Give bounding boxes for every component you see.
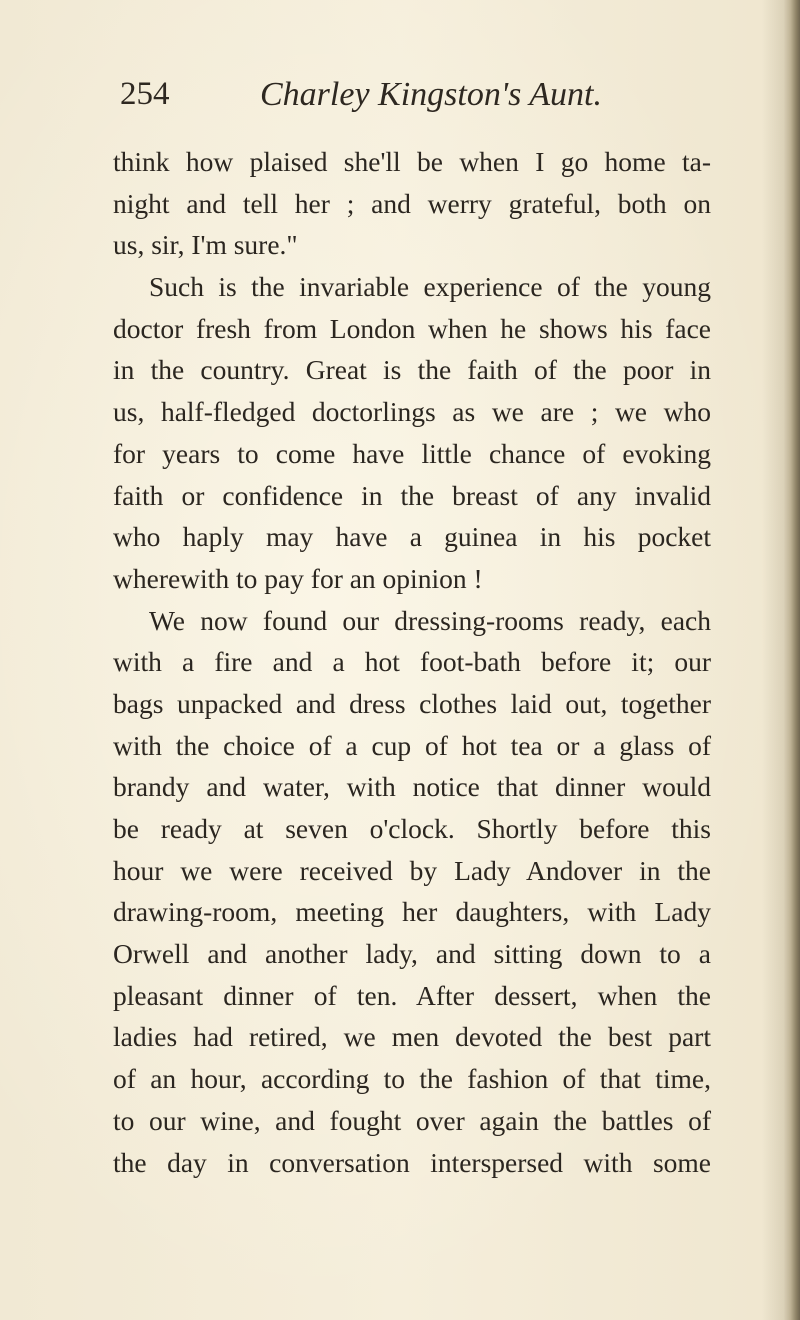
body-text xyxy=(113,141,711,1183)
text-line: us, half-fledged doctorlings as we are ; we who xyxy=(113,396,711,428)
text-line: us, sir, I'm sure." xyxy=(113,229,298,261)
text-line: for years to come have little chance of evoking xyxy=(113,437,711,469)
text-line: in the country. Great is the faith of the poor in xyxy=(113,354,711,386)
text-line: be ready at seven o'clock. Shortly before this xyxy=(113,813,711,844)
page-edge xyxy=(784,0,800,1320)
text-line: bags unpacked and dress clothes laid out, together xyxy=(113,687,711,719)
text-line: Such is the invariable experience of the young xyxy=(149,271,711,303)
running-title: Charley Kingston's Aunt. xyxy=(260,76,602,113)
text-line: faith or confidence in the breast of any invalid xyxy=(113,479,711,511)
text-line: with a fire and a hot foot-bath before it; our xyxy=(113,646,711,678)
text-line: pleasant dinner of ten. After dessert, when the xyxy=(113,979,711,1011)
text-line: the day in conversation interspersed with some xyxy=(113,1146,711,1178)
text-line: brandy and water, with notice that dinner would xyxy=(113,771,711,803)
text-line: Orwell and another lady, and sitting down to a xyxy=(113,938,711,970)
text-line: We now found our dressing-rooms ready, each xyxy=(149,604,711,636)
text-line: hour we were received by Lady Andover in the xyxy=(113,854,711,886)
text-line: drawing-room, meeting her daughters, with Lady xyxy=(113,896,711,928)
text-line: think how plaised she'll be when I go home ta- xyxy=(113,146,711,177)
running-head xyxy=(120,76,760,124)
gutter-shadow xyxy=(762,0,784,1320)
text-line: with the choice of a cup of hot tea or a glass of xyxy=(113,729,711,761)
text-line: of an hour, according to the fashion of that time, xyxy=(113,1063,711,1095)
text-line: doctor fresh from London when he shows his face xyxy=(113,312,711,344)
text-line: who haply may have a guinea in his pocket xyxy=(113,521,711,553)
page-number: 254 xyxy=(120,76,170,112)
text-line: night and tell her ; and werry grateful, both on xyxy=(113,187,711,219)
text-line: wherewith to pay for an opinion ! xyxy=(113,562,483,594)
text-line: to our wine, and fought over again the battles of xyxy=(113,1104,711,1136)
text-line: ladies had retired, we men devoted the best part xyxy=(113,1021,711,1053)
